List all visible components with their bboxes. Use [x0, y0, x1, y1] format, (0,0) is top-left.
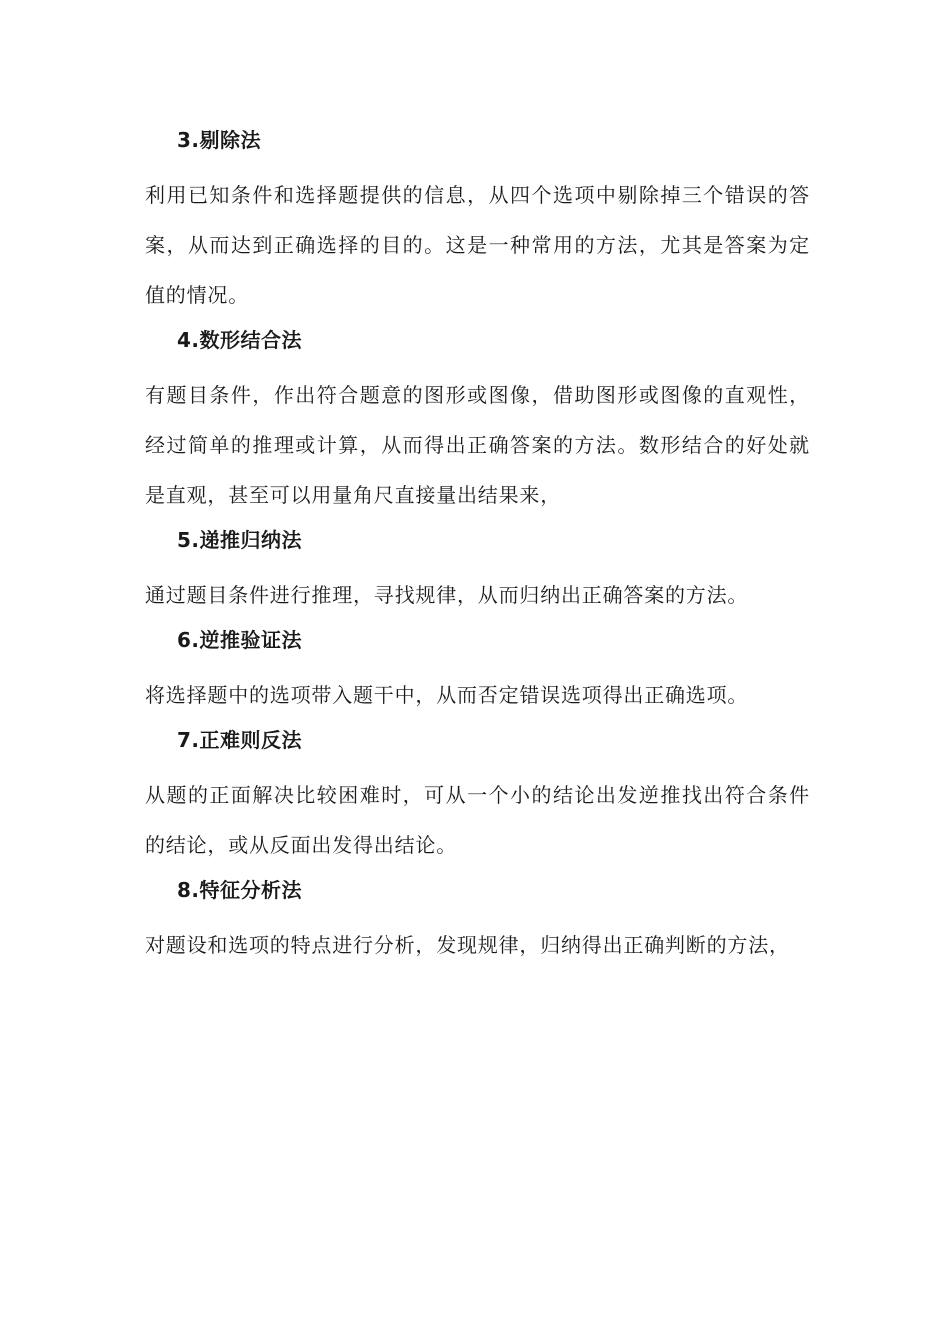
section-body-3: 利用已知条件和选择题提供的信息，从四个选项中剔除掉三个错误的答案，从而达到正确选择的目的。这是一种常用的方法，尤其是答案为定值的情况。 — [145, 183, 810, 307]
section-body-4: 有题目条件，作出符合题意的图形或图像，借助图形或图像的直观性，经过简单的推理或计算，从而得出正确答案的方法。数形结合的好处就是直观，甚至可以用量角尺直接量出结果来， — [145, 383, 810, 507]
section-body-6: 将选择题中的选项带入题干中，从而否定错误选项得出正确选项。 — [145, 683, 749, 707]
section-body-8: 对题设和选项的特点进行分析，发现规律，归纳得出正确判断的方法， — [145, 933, 790, 957]
section-body-5: 通过题目条件进行推理，寻找规律，从而归纳出正确答案的方法。 — [145, 583, 749, 607]
section-heading-4: 4.数形结合法 — [177, 328, 303, 352]
section-heading-3: 3.剔除法 — [177, 128, 262, 152]
section-heading-7: 7.正难则反法 — [177, 728, 303, 752]
section-body-7: 从题的正面解决比较困难时，可从一个小的结论出发逆推找出符合条件的结论，或从反面出发得出结论。 — [145, 783, 810, 857]
section-heading-6: 6.逆推验证法 — [177, 628, 303, 652]
document-content — [145, 120, 810, 970]
section-heading-8: 8.特征分析法 — [177, 878, 303, 902]
section-heading-5: 5.递推归纳法 — [177, 528, 303, 552]
